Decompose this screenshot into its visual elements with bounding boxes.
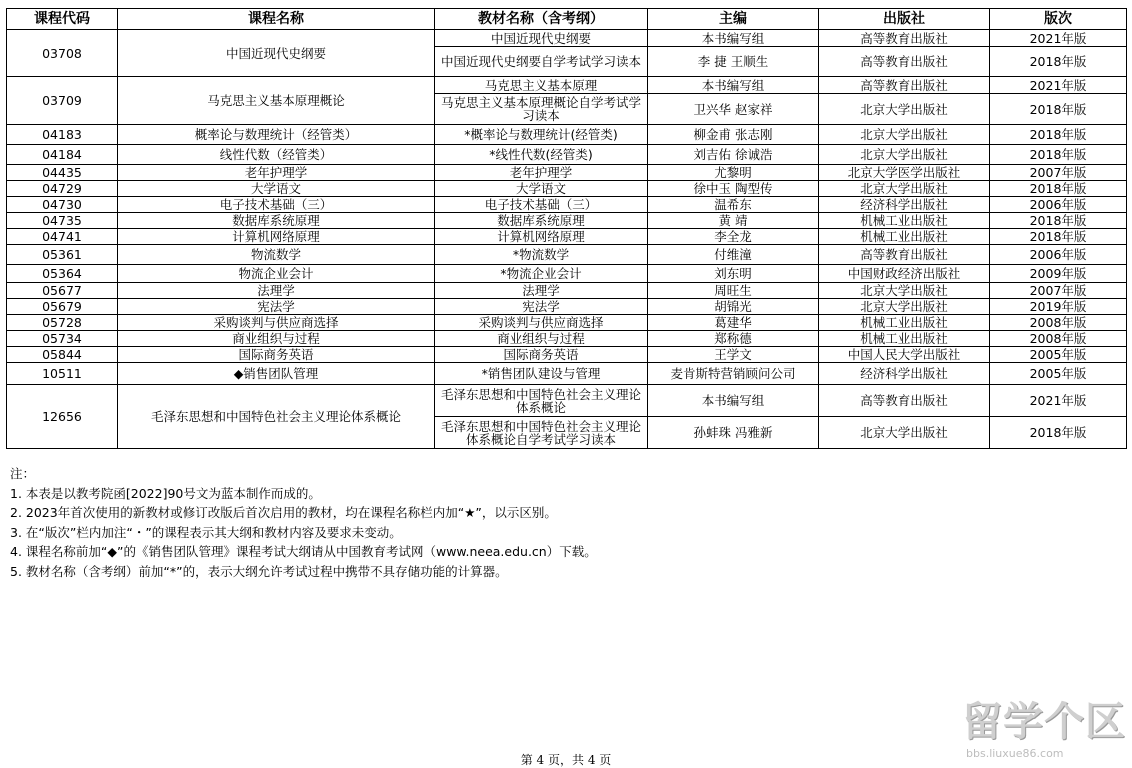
course-code: 04730 [7, 197, 118, 213]
note-item: 4. 课程名称前加“◆”的《销售团队管理》课程考试大纲请从中国教育考试网（www.neea.edu.cn）下载。 [10, 544, 597, 559]
edition: 2019年版 [990, 299, 1127, 315]
table-row [7, 197, 1127, 213]
course-code: 05734 [7, 331, 118, 347]
course-name: 计算机网络原理 [118, 229, 435, 245]
course-name: 概率论与数理统计（经管类） [118, 125, 435, 145]
notes-heading: 注： [10, 466, 36, 481]
editor: 尤黎明 [648, 165, 819, 181]
textbook-name: 电子技术基础（三） [435, 197, 648, 213]
edition: 2021年版 [990, 30, 1127, 47]
header-edition: 版次 [990, 9, 1127, 30]
editor: 胡锦光 [648, 299, 819, 315]
table-row [7, 363, 1127, 385]
note-item: 1. 本表是以教考院函[2022]90号文为蓝本制作而成的。 [10, 485, 321, 501]
table-row [7, 125, 1127, 145]
edition: 2018年版 [990, 229, 1127, 245]
edition: 2018年版 [990, 145, 1127, 165]
course-code: 05364 [7, 265, 118, 283]
course-code: 03709 [7, 77, 118, 125]
editor: 卫兴华 赵家祥 [648, 94, 819, 125]
textbook-name: 大学语文 [435, 181, 648, 197]
editor: 本书编写组 [648, 30, 819, 47]
course-code: 03708 [7, 30, 118, 77]
textbook-name: 毛泽东思想和中国特色社会主义理论体系概论自学考试学习读本 [435, 417, 648, 449]
publisher: 机械工业出版社 [819, 213, 990, 229]
edition: 2018年版 [990, 181, 1127, 197]
course-name: 老年护理学 [118, 165, 435, 181]
publisher: 高等教育出版社 [819, 385, 990, 417]
course-name: 宪法学 [118, 299, 435, 315]
edition: 2008年版 [990, 331, 1127, 347]
table-row [7, 283, 1127, 299]
table-row [7, 299, 1127, 315]
course-name: 物流企业会计 [118, 265, 435, 283]
edition: 2006年版 [990, 245, 1127, 265]
course-code: 04184 [7, 145, 118, 165]
textbook-name: 老年护理学 [435, 165, 648, 181]
textbook-name: 中国近现代史纲要 [435, 30, 648, 47]
table-row [7, 385, 1127, 417]
header-textbook-name: 教材名称（含考纲） [435, 9, 648, 30]
editor: 黄 靖 [648, 213, 819, 229]
publisher: 北京大学出版社 [819, 417, 990, 449]
table-row [7, 347, 1127, 363]
course-name: 物流数学 [118, 245, 435, 265]
textbook-name: 马克思主义基本原理 [435, 77, 648, 94]
course-name: 大学语文 [118, 181, 435, 197]
publisher: 经济科学出版社 [819, 197, 990, 213]
course-code: 05728 [7, 315, 118, 331]
editor: 付维潼 [648, 245, 819, 265]
table-row [7, 265, 1127, 283]
publisher: 中国人民大学出版社 [819, 347, 990, 363]
textbook-name: *线性代数(经管类) [435, 145, 648, 165]
textbook-name: *物流企业会计 [435, 265, 648, 283]
textbook-name: 采购谈判与供应商选择 [435, 315, 648, 331]
header-publisher: 出版社 [819, 9, 990, 30]
course-code: 04741 [7, 229, 118, 245]
editor: 麦肯斯特营销顾问公司 [648, 363, 819, 385]
course-name: 数据库系统原理 [118, 213, 435, 229]
textbook-name: 商业组织与过程 [435, 331, 648, 347]
edition: 2018年版 [990, 213, 1127, 229]
course-code: 04183 [7, 125, 118, 145]
editor: 王学文 [648, 347, 819, 363]
editor: 本书编写组 [648, 77, 819, 94]
note-item: 5. 教材名称（含考纲）前加“*”的，表示大纲允许考试过程中携带不具存储功能的计算器。 [10, 563, 508, 579]
course-code: 04435 [7, 165, 118, 181]
publisher: 高等教育出版社 [819, 30, 990, 47]
table-row [7, 30, 1127, 47]
editor: 葛建华 [648, 315, 819, 331]
table-row [7, 165, 1127, 181]
editor: 郑称德 [648, 331, 819, 347]
publisher: 高等教育出版社 [819, 77, 990, 94]
course-name: 商业组织与过程 [118, 331, 435, 347]
textbook-name: 宪法学 [435, 299, 648, 315]
textbook-name: 毛泽东思想和中国特色社会主义理论体系概论 [435, 385, 648, 417]
header-editor: 主编 [648, 9, 819, 30]
watermark-logo [962, 690, 1126, 760]
editor: 李全龙 [648, 229, 819, 245]
edition: 2007年版 [990, 283, 1127, 299]
notes-section [10, 464, 597, 581]
table-row [7, 245, 1127, 265]
publisher: 机械工业出版社 [819, 331, 990, 347]
textbook-name: 中国近现代史纲要自学考试学习读本 [435, 47, 648, 77]
header-course-code: 课程代码 [7, 9, 118, 30]
edition: 2018年版 [990, 47, 1127, 77]
header-course-name: 课程名称 [118, 9, 435, 30]
edition: 2018年版 [990, 417, 1127, 449]
publisher: 经济科学出版社 [819, 363, 990, 385]
course-code: 05361 [7, 245, 118, 265]
edition: 2018年版 [990, 125, 1127, 145]
watermark-text: 留学个区 [962, 699, 1126, 745]
edition: 2008年版 [990, 315, 1127, 331]
course-table [6, 8, 1127, 449]
publisher: 北京大学医学出版社 [819, 165, 990, 181]
table-row [7, 315, 1127, 331]
course-code: 05677 [7, 283, 118, 299]
publisher: 北京大学出版社 [819, 181, 990, 197]
publisher: 中国财政经济出版社 [819, 265, 990, 283]
publisher: 北京大学出版社 [819, 125, 990, 145]
course-name: 电子技术基础（三） [118, 197, 435, 213]
textbook-name: 马克思主义基本原理概论自学考试学习读本 [435, 94, 648, 125]
publisher: 机械工业出版社 [819, 315, 990, 331]
edition: 2021年版 [990, 77, 1127, 94]
edition: 2005年版 [990, 347, 1127, 363]
course-name: 中国近现代史纲要 [118, 30, 435, 77]
textbook-name: 法理学 [435, 283, 648, 299]
textbook-name: 计算机网络原理 [435, 229, 648, 245]
editor: 刘东明 [648, 265, 819, 283]
edition: 2018年版 [990, 94, 1127, 125]
course-code: 12656 [7, 385, 118, 449]
editor: 李 捷 王顺生 [648, 47, 819, 77]
editor: 温希东 [648, 197, 819, 213]
edition: 2009年版 [990, 265, 1127, 283]
table-row [7, 145, 1127, 165]
textbook-name: 国际商务英语 [435, 347, 648, 363]
course-name: 马克思主义基本原理概论 [118, 77, 435, 125]
publisher: 北京大学出版社 [819, 94, 990, 125]
note-item: 3. 在“版次”栏内加注“・”的课程表示其大纲和教材内容及要求未变动。 [10, 524, 402, 540]
course-name: ◆销售团队管理 [118, 363, 435, 385]
course-name: 毛泽东思想和中国特色社会主义理论体系概论 [118, 385, 435, 449]
table-row [7, 77, 1127, 94]
page-footer: 第 4 页，共 4 页 [520, 753, 612, 767]
editor: 周旺生 [648, 283, 819, 299]
textbook-name: *物流数学 [435, 245, 648, 265]
textbook-name: *概率论与数理统计(经管类) [435, 125, 648, 145]
edition: 2007年版 [990, 165, 1127, 181]
publisher: 北京大学出版社 [819, 145, 990, 165]
course-name: 国际商务英语 [118, 347, 435, 363]
editor: 徐中玉 陶型传 [648, 181, 819, 197]
course-code: 04729 [7, 181, 118, 197]
publisher: 高等教育出版社 [819, 47, 990, 77]
editor: 柳金甫 张志刚 [648, 125, 819, 145]
table-row [7, 213, 1127, 229]
table-row [7, 181, 1127, 197]
textbook-name: *销售团队建设与管理 [435, 363, 648, 385]
editor: 刘吉佑 徐诚浩 [648, 145, 819, 165]
editor: 本书编写组 [648, 385, 819, 417]
note-item: 2. 2023年首次使用的新教材或修订改版后首次启用的教材，均在课程名称栏内加“★”，以示区别。 [10, 505, 557, 520]
edition: 2021年版 [990, 385, 1127, 417]
textbook-name: 数据库系统原理 [435, 213, 648, 229]
course-code: 04735 [7, 213, 118, 229]
publisher: 北京大学出版社 [819, 283, 990, 299]
course-name: 线性代数（经管类） [118, 145, 435, 165]
edition: 2006年版 [990, 197, 1127, 213]
publisher: 机械工业出版社 [819, 229, 990, 245]
table-row [7, 331, 1127, 347]
table-header-row [7, 9, 1127, 30]
course-name: 采购谈判与供应商选择 [118, 315, 435, 331]
publisher: 北京大学出版社 [819, 299, 990, 315]
editor: 孙蚌珠 冯雅新 [648, 417, 819, 449]
edition: 2005年版 [990, 363, 1127, 385]
course-code: 05679 [7, 299, 118, 315]
course-code: 10511 [7, 363, 118, 385]
table-row [7, 229, 1127, 245]
publisher: 高等教育出版社 [819, 245, 990, 265]
course-code: 05844 [7, 347, 118, 363]
course-name: 法理学 [118, 283, 435, 299]
watermark-url: bbs.liuxue86.com [966, 747, 1064, 760]
